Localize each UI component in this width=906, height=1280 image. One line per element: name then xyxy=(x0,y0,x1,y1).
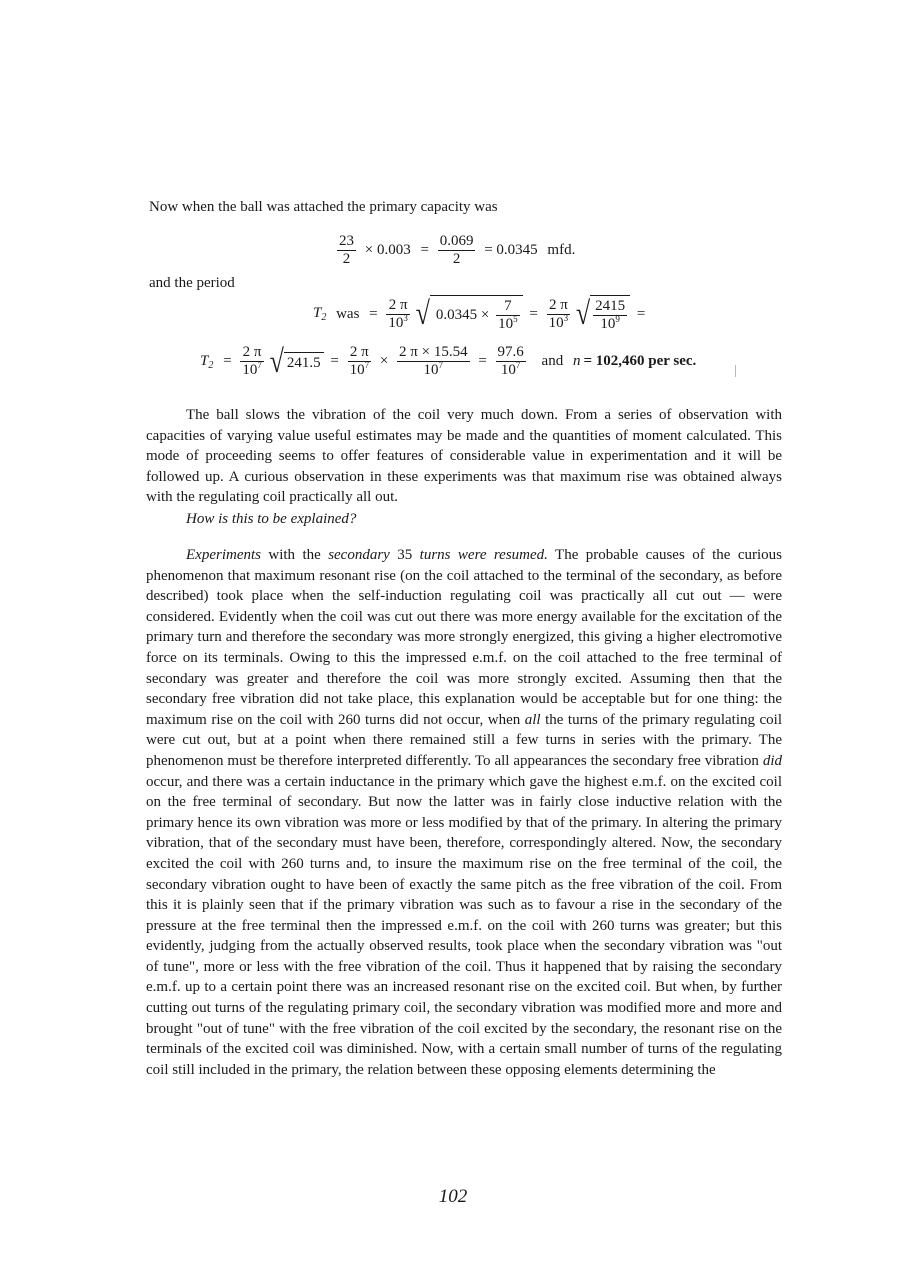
italic-phrase: did xyxy=(762,752,782,769)
subscript: 2 xyxy=(321,312,327,323)
numerator: 2 π xyxy=(349,344,369,360)
square-root xyxy=(576,295,630,333)
unit-label: mfd. xyxy=(547,242,576,258)
base: 10 xyxy=(548,314,564,331)
word-was: was xyxy=(336,305,360,322)
equals-sign: = xyxy=(636,305,646,322)
fraction xyxy=(348,344,372,379)
fraction xyxy=(438,233,476,268)
radical-icon: √ xyxy=(415,295,430,332)
intro-line: Now when the ball was attached the primary capacity was xyxy=(149,199,498,215)
base: 10 xyxy=(498,316,514,332)
text-run: 35 xyxy=(389,547,420,563)
denominator xyxy=(547,314,571,332)
variable-T xyxy=(310,305,329,323)
numerator: 2 π xyxy=(388,296,408,313)
numerator: 2 π xyxy=(242,344,262,360)
denominator xyxy=(386,314,410,332)
numerator: 7 xyxy=(504,298,512,314)
numerator: 97.6 xyxy=(497,344,524,360)
exponent: 3 xyxy=(403,312,408,323)
square-root xyxy=(416,295,523,333)
result-value: = 0.0345 xyxy=(484,242,538,258)
fraction xyxy=(240,344,264,379)
equals-sign: = xyxy=(478,353,487,369)
denominator xyxy=(593,315,627,333)
subscript: 2 xyxy=(208,359,214,371)
italic-phrase: all xyxy=(524,711,541,728)
equation-period-2 xyxy=(197,344,696,379)
base: 10 xyxy=(388,314,404,331)
base: 10 xyxy=(600,316,616,332)
base: 10 xyxy=(500,362,516,378)
question-line: How is this to be explained? xyxy=(186,511,357,527)
variable-T xyxy=(197,353,216,371)
equals-sign: = xyxy=(223,353,232,369)
equals-sign: = xyxy=(420,242,429,258)
fraction xyxy=(547,297,571,332)
fraction xyxy=(593,298,627,333)
text-run: the turns of the primary regulating coil were cut out, but at a point when there remained still a few turns in series with the primary. The phenomenon must be therefore interpreted differently. To all appearances the secondary free vibration xyxy=(146,711,782,769)
radicand: 241.5 xyxy=(284,352,324,372)
numerator: 0.069 xyxy=(439,233,474,249)
numerator: 2 π xyxy=(548,296,568,313)
margin-mark xyxy=(735,365,736,377)
numerator: 2 π × 15.54 xyxy=(399,344,468,360)
exponent: 9 xyxy=(615,314,620,324)
text-run: The probable causes of the curious phenomenon that maximum resonant rise (on the coil attached to the terminal of the secondary, as before described) took place when the self-induction regulating coil was practically all cut out — were considered. Evidently when the coil was cut out there was more energy available for the excitation of the primary turn and therefore the secondary was more strongly energized, this giving a higher electromotive force on its terminals. Owing to this the impressed e.m.f. on the coil attached to the free terminal of secondary was greater and therefore the coil was more strongly excited. Assuming then that the secondary free vibration did not take place, this explanation would be acceptable but for one thing: the maximum rise on the coil with 260 turns did not occur, when xyxy=(146,547,782,728)
radicand-term: 0.0345 × xyxy=(435,307,490,323)
italic-phrase: Experiments xyxy=(186,547,261,563)
numerator: 23 xyxy=(339,233,354,249)
equals-sign: = xyxy=(529,305,538,322)
text-run: with the xyxy=(260,547,329,563)
fraction xyxy=(496,298,520,333)
radicand xyxy=(430,295,523,333)
exponent: 7 xyxy=(515,360,521,370)
denominator xyxy=(496,315,520,333)
equation-capacity xyxy=(335,233,578,268)
denominator xyxy=(240,361,264,379)
multiply-term: × 0.003 xyxy=(364,242,411,258)
fraction xyxy=(496,344,526,379)
variable-symbol: T xyxy=(313,305,322,321)
exponent: 7 xyxy=(364,360,370,370)
multiply-sign: × xyxy=(379,353,389,369)
exponent: 5 xyxy=(513,314,518,324)
base: 10 xyxy=(423,362,439,378)
equals-sign: = xyxy=(369,305,378,322)
frequency-value: = 102,460 per sec. xyxy=(583,352,697,369)
denominator: 2 xyxy=(337,250,356,268)
text-run: occur, and there was a certain inductance in the primary which gave the highest e.m.f. on the excited coil on the free terminal of secondary. But now the latter was in fairly close inductive relation with the primary hence its own vibration was more or less modified by that of the primary. In altering the primary vibration, that of the secondary must have been, therefore, correspondingly altered. Now, the secondary excited the coil with 260 turns and, to insure the maximum rise on the free terminal of the coil, the secondary vibration ought to have been of exactly the same pitch as the free vibration of the coil. From this it is plainly seen that if the primary vibration was such as to favour a rise in the secondary of the pressure at the free terminal then the impressed e.m.f. on the coil with 260 turns was greater; but this evidently, judging from the actually observed results, took place when the secondary vibration was "out of tune", more or less with the free vibration of the coil. Thus it happened that by raising the secondary e.m.f. up to a certain point there was an increased resonant rise on the excited coil. But when, by further cutting out turns of the regulating primary coil, the secondary vibration was modified more and more and brought "out of tune" with the free vibration of the coil excited by the secondary, the resonant rise on the terminals of the excited coil was diminished. Now, with a certain small number of turns of the regulating coil still included in the primary, the relation between these opposing elements determining the xyxy=(146,773,782,1078)
denominator xyxy=(397,361,470,379)
exponent: 7 xyxy=(438,360,444,370)
equation-period-1 xyxy=(310,295,648,333)
radical-icon: √ xyxy=(269,342,284,379)
italic-phrase: turns were resumed. xyxy=(419,547,548,563)
base: 10 xyxy=(349,362,365,378)
denominator xyxy=(496,361,526,379)
exponent: 3 xyxy=(563,312,569,323)
base: 10 xyxy=(242,362,258,378)
word-and: and xyxy=(541,353,564,369)
numerator: 2415 xyxy=(595,298,626,314)
italic-phrase: secondary xyxy=(328,547,390,563)
paragraph-2 xyxy=(146,545,782,1080)
denominator xyxy=(348,361,372,379)
variable-n: n xyxy=(572,353,581,369)
fraction xyxy=(337,233,356,268)
paragraph-1: The ball slows the vibration of the coil very much down. From a series of observation with capacities of varying value useful estimates may be made and the quantities of moment calculated. This mode of proceeding seems to offer features of considerable value in experimentation and it will be followed up. A curious observation in these experiments was that maximum rise was obtained always with the regulating coil practically all out. xyxy=(146,407,782,506)
equals-sign: = xyxy=(330,353,339,369)
radical-icon: √ xyxy=(575,295,591,332)
fraction xyxy=(386,297,410,332)
variable-symbol: T xyxy=(200,352,209,369)
fraction xyxy=(397,344,470,379)
exponent: 7 xyxy=(257,360,262,370)
period-label: and the period xyxy=(149,275,235,291)
denominator: 2 xyxy=(438,250,476,268)
radicand xyxy=(590,295,630,333)
square-root xyxy=(269,342,324,379)
page-number: 102 xyxy=(438,1186,468,1207)
